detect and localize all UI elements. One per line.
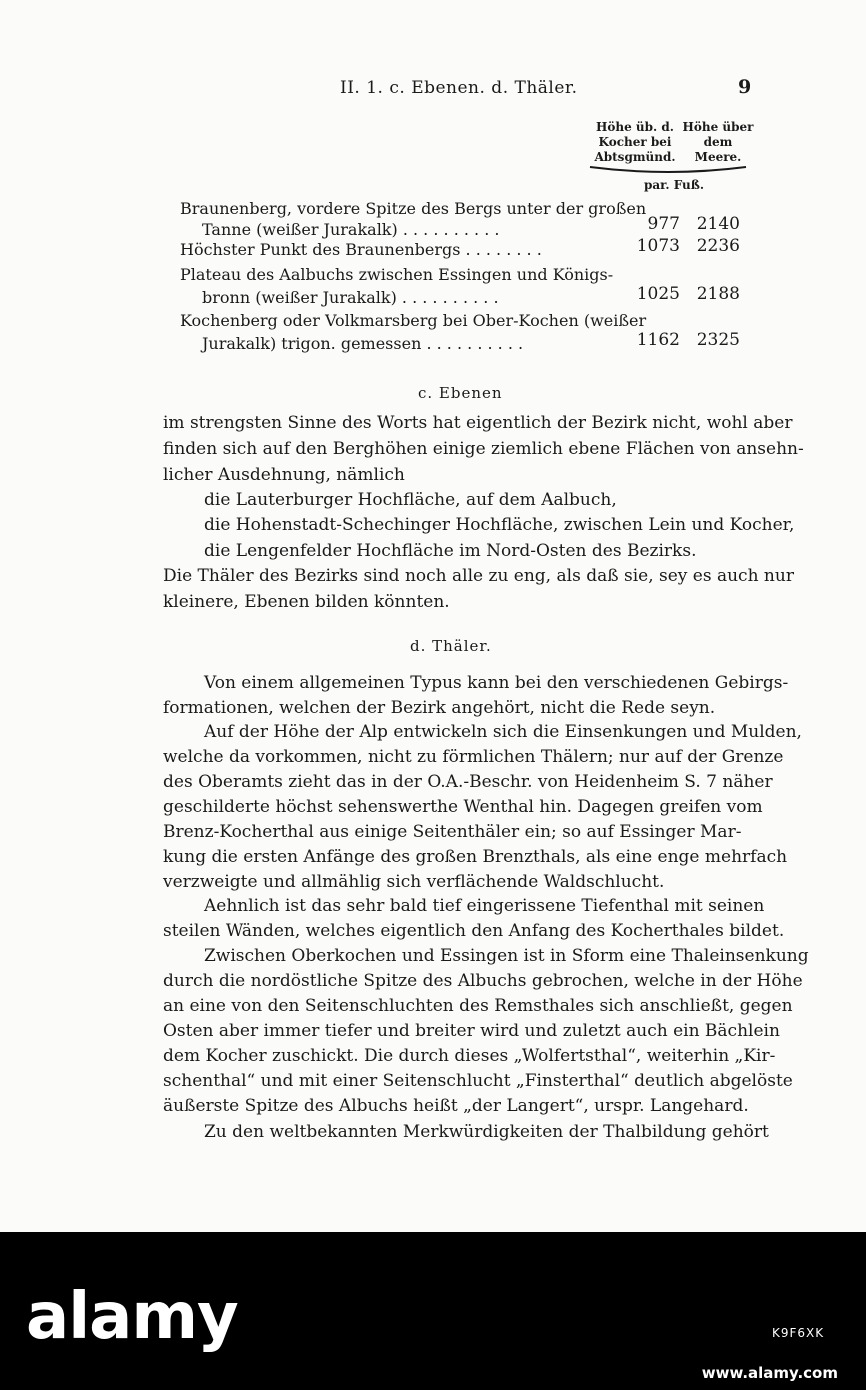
- list-item: die Lengenfelder Hochfläche im Nord-Osten des Bezirks.: [204, 541, 697, 561]
- paragraph-line: Aehnlich ist das sehr bald tief eingerissene Tiefenthal mit seinen: [204, 896, 765, 916]
- column-header-kocher: [592, 120, 678, 165]
- paragraph-line: im strengsten Sinne des Worts hat eigentlich der Bezirk nicht, wohl aber: [163, 413, 793, 433]
- table-row-text: Höchster Punkt des Braunenbergs . . . . . . . .: [180, 240, 542, 259]
- column-header-line: Meere.: [694, 150, 742, 164]
- table-value-kocher: 1025: [636, 284, 680, 304]
- paragraph-line: steilen Wänden, welches eigentlich den Anfang des Kocherthales bildet.: [163, 921, 785, 941]
- paragraph-line: finden sich auf den Berghöhen einige ziemlich ebene Flächen von ansehn-: [163, 439, 804, 459]
- section-title-thaeler: d. Thäler.: [410, 637, 492, 655]
- paragraph-line: Zu den weltbekannten Merkwürdigkeiten der Thalbildung gehört: [204, 1122, 769, 1142]
- column-header-meere: [678, 120, 758, 165]
- table-row-text: Braunenberg, vordere Spitze des Bergs unter der großen: [180, 199, 647, 218]
- table-value-kocher: 1162: [636, 330, 680, 350]
- list-item: die Hohenstadt-Schechinger Hochfläche, zwischen Lein und Kocher,: [204, 515, 795, 535]
- paragraph-line: formationen, welchen der Bezirk angehört, nicht die Rede seyn.: [163, 698, 716, 718]
- paragraph-line: licher Ausdehnung, nämlich: [163, 465, 405, 485]
- paragraph-line: Auf der Höhe der Alp entwickeln sich die Einsenkungen und Mulden,: [204, 722, 802, 742]
- paragraph-line: verzweigte und allmählig sich verflächende Waldschlucht.: [163, 872, 665, 892]
- table-row-text: Plateau des Aalbuchs zwischen Essingen und Königs-: [180, 265, 614, 284]
- header-brace: [588, 165, 748, 177]
- column-header-line: Abtsgmünd.: [594, 150, 676, 164]
- paragraph-line: Zwischen Oberkochen und Essingen ist in Sform eine Thaleinsenkung: [204, 946, 809, 966]
- section-title-ebenen: c. Ebenen: [418, 384, 503, 402]
- paragraph-line: Brenz-Kocherthal aus einige Seitenthäler ein; so auf Essinger Mar-: [163, 822, 742, 842]
- paragraph-line: welche da vorkommen, nicht zu förmlichen Thälern; nur auf der Grenze: [163, 747, 784, 767]
- paragraph-line: geschilderte höchst sehenswerthe Wenthal hin. Dagegen greifen vom: [163, 797, 763, 817]
- watermark-url: www.alamy.com: [701, 1364, 838, 1382]
- table-row-text: bronn (weißer Jurakalk) . . . . . . . . . .: [202, 288, 499, 307]
- watermark-bar: [0, 1232, 866, 1390]
- table-value-kocher: 1073: [636, 236, 680, 256]
- table-value-meere: 2188: [696, 284, 740, 304]
- column-header-line: Höhe über: [682, 120, 754, 134]
- table-value-meere: 2325: [696, 330, 740, 350]
- paragraph-line: Osten aber immer tiefer und breiter wird und zuletzt auch ein Bächlein: [163, 1021, 780, 1041]
- table-row-text: Tanne (weißer Jurakalk) . . . . . . . . . .: [202, 220, 500, 239]
- table-row-text: Jurakalk) trigon. gemessen . . . . . . . . . .: [202, 334, 524, 353]
- paragraph-line: äußerste Spitze des Albuchs heißt „der Langert“, urspr. Langehard.: [163, 1096, 749, 1116]
- paragraph-line: schenthal“ und mit einer Seitenschlucht „Finsterthal“ deutlich abgelöste: [163, 1071, 793, 1091]
- paragraph-line: des Oberamts zieht das in der O.A.-Beschr. von Heidenheim S. 7 näher: [163, 772, 773, 792]
- table-value-meere: 2140: [696, 214, 740, 234]
- page-number: 9: [738, 76, 752, 98]
- paragraph-line: dem Kocher zuschickt. Die durch dieses „Wolfertsthal“, weiterhin „Kir-: [163, 1046, 776, 1066]
- table-value-meere: 2236: [696, 236, 740, 256]
- header-title: II. 1. c. Ebenen. d. Thäler.: [340, 78, 578, 98]
- column-header-line: Höhe üb. d.: [596, 120, 674, 134]
- running-header: [0, 78, 866, 106]
- image-id: K9F6XK: [772, 1326, 825, 1340]
- column-header-line: dem: [703, 135, 733, 149]
- paragraph-line: Von einem allgemeinen Typus kann bei den verschiedenen Gebirgs-: [204, 673, 789, 693]
- unit-label: par. Fuß.: [644, 178, 705, 192]
- alamy-logo: alamy: [26, 1280, 238, 1354]
- paragraph-line: an eine von den Seitenschluchten des Remsthales sich anschließt, gegen: [163, 996, 793, 1016]
- paragraph-line: Die Thäler des Bezirks sind noch alle zu eng, als daß sie, sey es auch nur: [163, 566, 794, 586]
- paragraph-line: kung die ersten Anfänge des großen Brenzthals, als eine enge mehrfach: [163, 847, 788, 867]
- list-item: die Lauterburger Hochfläche, auf dem Aalbuch,: [204, 490, 617, 510]
- paragraph-line: durch die nordöstliche Spitze des Albuchs gebrochen, welche in der Höhe: [163, 971, 803, 991]
- table-row-text: Kochenberg oder Volkmarsberg bei Ober-Kochen (weißer: [180, 311, 647, 330]
- table-value-kocher: 977: [647, 214, 680, 234]
- column-header-line: Kocher bei: [598, 135, 672, 149]
- paragraph-line: kleinere, Ebenen bilden könnten.: [163, 592, 450, 612]
